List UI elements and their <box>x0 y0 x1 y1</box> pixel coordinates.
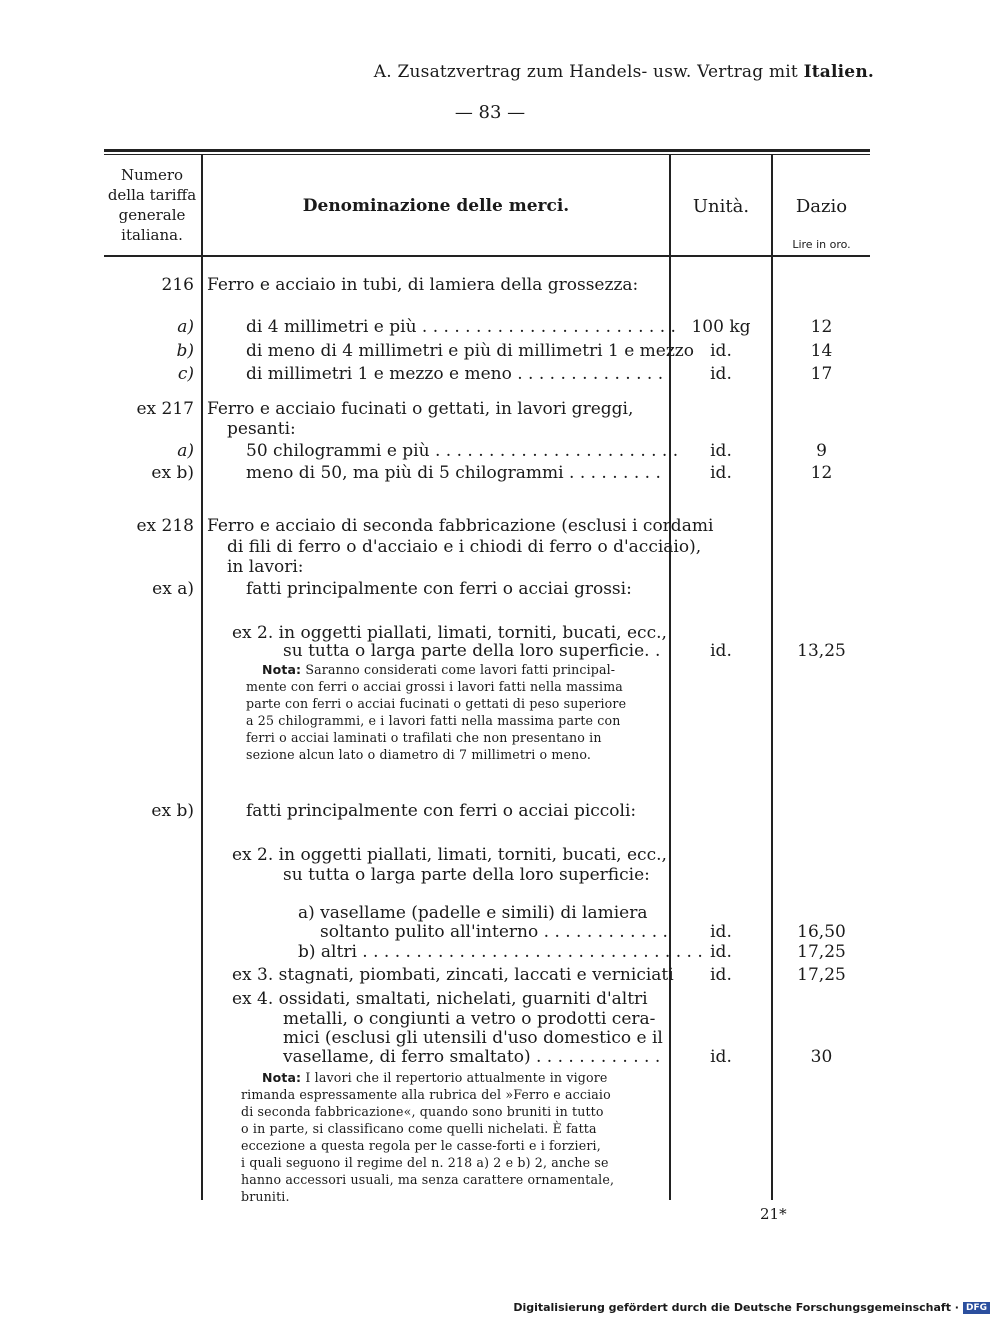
item-description: pesanti: <box>227 419 296 439</box>
note-2-line: di seconda fabbricazione«, quando sono bruniti in tutto <box>241 1104 604 1119</box>
item-description: b) altri . . . . . . . . . . . . . . . . . . . . . . . . . . . . . . . . <box>298 942 703 962</box>
tariff-number: a) <box>177 317 194 337</box>
tariff-number: ex 218 <box>136 516 194 536</box>
unit-cell: id. <box>710 441 732 461</box>
note-2-line: eccezione a questa regola per le casse-forti e i forzieri, <box>241 1138 601 1153</box>
unit-cell: id. <box>710 463 732 483</box>
item-description: in lavori: <box>227 557 304 577</box>
item-description: di meno di 4 millimetri e più di millimetri 1 e mezzo <box>246 341 695 361</box>
tariff-number: ex b) <box>151 463 194 483</box>
col-divider-2 <box>669 155 671 1200</box>
item-description: ex 4. ossidati, smaltati, nichelati, guarniti d'altri <box>232 989 648 1009</box>
note-2-line <box>262 1070 608 1086</box>
running-head-text: Zusatzvertrag zum Handels- usw. Vertrag mit <box>397 62 798 82</box>
item-description: Ferro e acciaio in tubi, di lamiera della grossezza: <box>207 275 639 295</box>
tariff-number: b) <box>176 341 194 361</box>
unit-cell: id. <box>710 965 732 985</box>
note-2-line: o in parte, si classificano come quelli nichelati. È fatta <box>241 1121 597 1136</box>
footer-text: Digitalisierung gefördert durch die Deutsche Forschungsgemeinschaft · <box>513 1301 959 1314</box>
note-1-line: sezione alcun lato o diametro di 7 millimetri o meno. <box>246 747 592 762</box>
note-label: Nota: <box>262 662 302 677</box>
header-numero-line: Numero <box>120 166 184 184</box>
header-numero-line: italiana. <box>121 226 183 244</box>
note-2-line: bruniti. <box>241 1189 290 1204</box>
note-1-line: a 25 chilogrammi, e i lavori fatti nella massima parte con <box>246 713 621 728</box>
item-description: metalli, o congiunti a vetro o prodotti cera- <box>283 1009 656 1029</box>
top-rule-thick <box>104 149 870 152</box>
item-description: Ferro e acciaio fucinati o gettati, in lavori greggi, <box>207 399 634 419</box>
unit-cell: 100 kg <box>691 317 751 337</box>
item-description: ex 3. stagnati, piombati, zincati, laccati e verniciati <box>232 965 674 985</box>
duty-cell: 13,25 <box>797 641 846 661</box>
signature-mark: 21* <box>760 1205 787 1223</box>
item-description: Ferro e acciaio di seconda fabbricazione (esclusi i cordami <box>207 516 714 536</box>
note-label: Nota: <box>262 1070 302 1085</box>
tariff-number: ex 217 <box>136 399 194 419</box>
duty-cell: 17 <box>810 364 833 384</box>
tariff-number: ex a) <box>152 579 194 599</box>
header-unita: Unità. <box>692 196 750 217</box>
item-description: di 4 millimetri e più . . . . . . . . . . . . . . . . . . . . . . . . <box>246 317 676 337</box>
note-text: Saranno considerati come lavori fatti principal- <box>305 662 616 677</box>
running-head-country: Italien. <box>803 62 874 82</box>
col-divider-1 <box>201 155 203 1200</box>
duty-cell: 12 <box>810 463 833 483</box>
tariff-number: 216 <box>161 275 194 295</box>
unit-cell: id. <box>710 641 732 661</box>
item-description: fatti principalmente con ferri o acciai grossi: <box>246 579 632 599</box>
duty-cell: 16,50 <box>797 922 846 942</box>
note-1-line: ferri o acciai laminati o trafilati che non presentano in <box>246 730 602 745</box>
note-text: I lavori che il repertorio attualmente in vigore <box>305 1070 608 1085</box>
note-2-line: i quali seguono il regime del n. 218 a) 2 e b) 2, anche se <box>241 1155 609 1170</box>
unit-cell: id. <box>710 364 732 384</box>
item-description: mici (esclusi gli utensili d'uso domestico e il <box>283 1028 663 1048</box>
unit-cell: id. <box>710 1047 732 1067</box>
col-divider-3 <box>771 155 773 1200</box>
header-numero-line: della tariffa <box>107 186 197 204</box>
duty-cell: 9 <box>816 441 827 461</box>
top-rule-thin <box>104 154 870 155</box>
note-2-line: rimanda espressamente alla rubrica del »Ferro e acciaio <box>241 1087 611 1102</box>
tariff-number: c) <box>177 364 194 384</box>
header-denominazione: Denominazione delle merci. <box>302 196 570 216</box>
item-description: fatti principalmente con ferri o acciai piccoli: <box>246 801 637 821</box>
duty-cell: 17,25 <box>797 942 846 962</box>
header-bottom-rule <box>104 255 870 257</box>
dfg-logo-icon: DFG <box>963 1302 990 1314</box>
item-description: di millimetri 1 e mezzo e meno . . . . . . . . . . . . . . <box>246 364 664 384</box>
note-1-line: mente con ferri o acciai grossi i lavori fatti nella massima <box>246 679 623 694</box>
note-2-line: hanno accessori usuali, ma senza carattere ornamentale, <box>241 1172 615 1187</box>
item-description: soltanto pulito all'interno . . . . . . . . . . . . <box>320 922 668 942</box>
header-numero <box>104 165 200 245</box>
header-dazio: Dazio <box>795 196 848 217</box>
running-head-prefix: A. <box>373 62 392 82</box>
duty-cell: 12 <box>810 317 833 337</box>
duty-cell: 17,25 <box>797 965 846 985</box>
note-1-line: parte con ferri o acciai fucinati o gettati di peso superiore <box>246 696 627 711</box>
unit-cell: id. <box>710 922 732 942</box>
header-dazio-sub: Lire in oro. <box>792 238 851 251</box>
note-1-line <box>262 662 615 678</box>
duty-cell: 30 <box>810 1047 833 1067</box>
header-numero-line: generale <box>118 206 186 224</box>
item-description: vasellame, di ferro smaltato) . . . . . . . . . . . . <box>283 1047 661 1067</box>
unit-cell: id. <box>710 341 732 361</box>
item-description: su tutta o larga parte della loro superficie: <box>283 865 650 885</box>
item-description: 50 chilogrammi e più . . . . . . . . . . . . . . . . . . . . . . . <box>246 441 679 461</box>
item-description: di fili di ferro o d'acciaio e i chiodi di ferro o d'acciaio), <box>227 537 702 557</box>
item-description: ex 2. in oggetti piallati, limati, torniti, bucati, ecc., <box>232 623 667 643</box>
page-number: — 83 — <box>454 102 526 123</box>
digitization-footer <box>513 1301 990 1314</box>
item-description: ex 2. in oggetti piallati, limati, torniti, bucati, ecc., <box>232 845 667 865</box>
tariff-number: a) <box>177 441 194 461</box>
duty-cell: 14 <box>810 341 833 361</box>
item-description: meno di 50, ma più di 5 chilogrammi . . . . . . . . . <box>246 463 661 483</box>
item-description: su tutta o larga parte della loro superficie. . <box>283 641 661 661</box>
running-head <box>374 62 874 82</box>
unit-cell: id. <box>710 942 732 962</box>
item-description: a) vasellame (padelle e simili) di lamiera <box>298 903 648 923</box>
tariff-number: ex b) <box>151 801 194 821</box>
